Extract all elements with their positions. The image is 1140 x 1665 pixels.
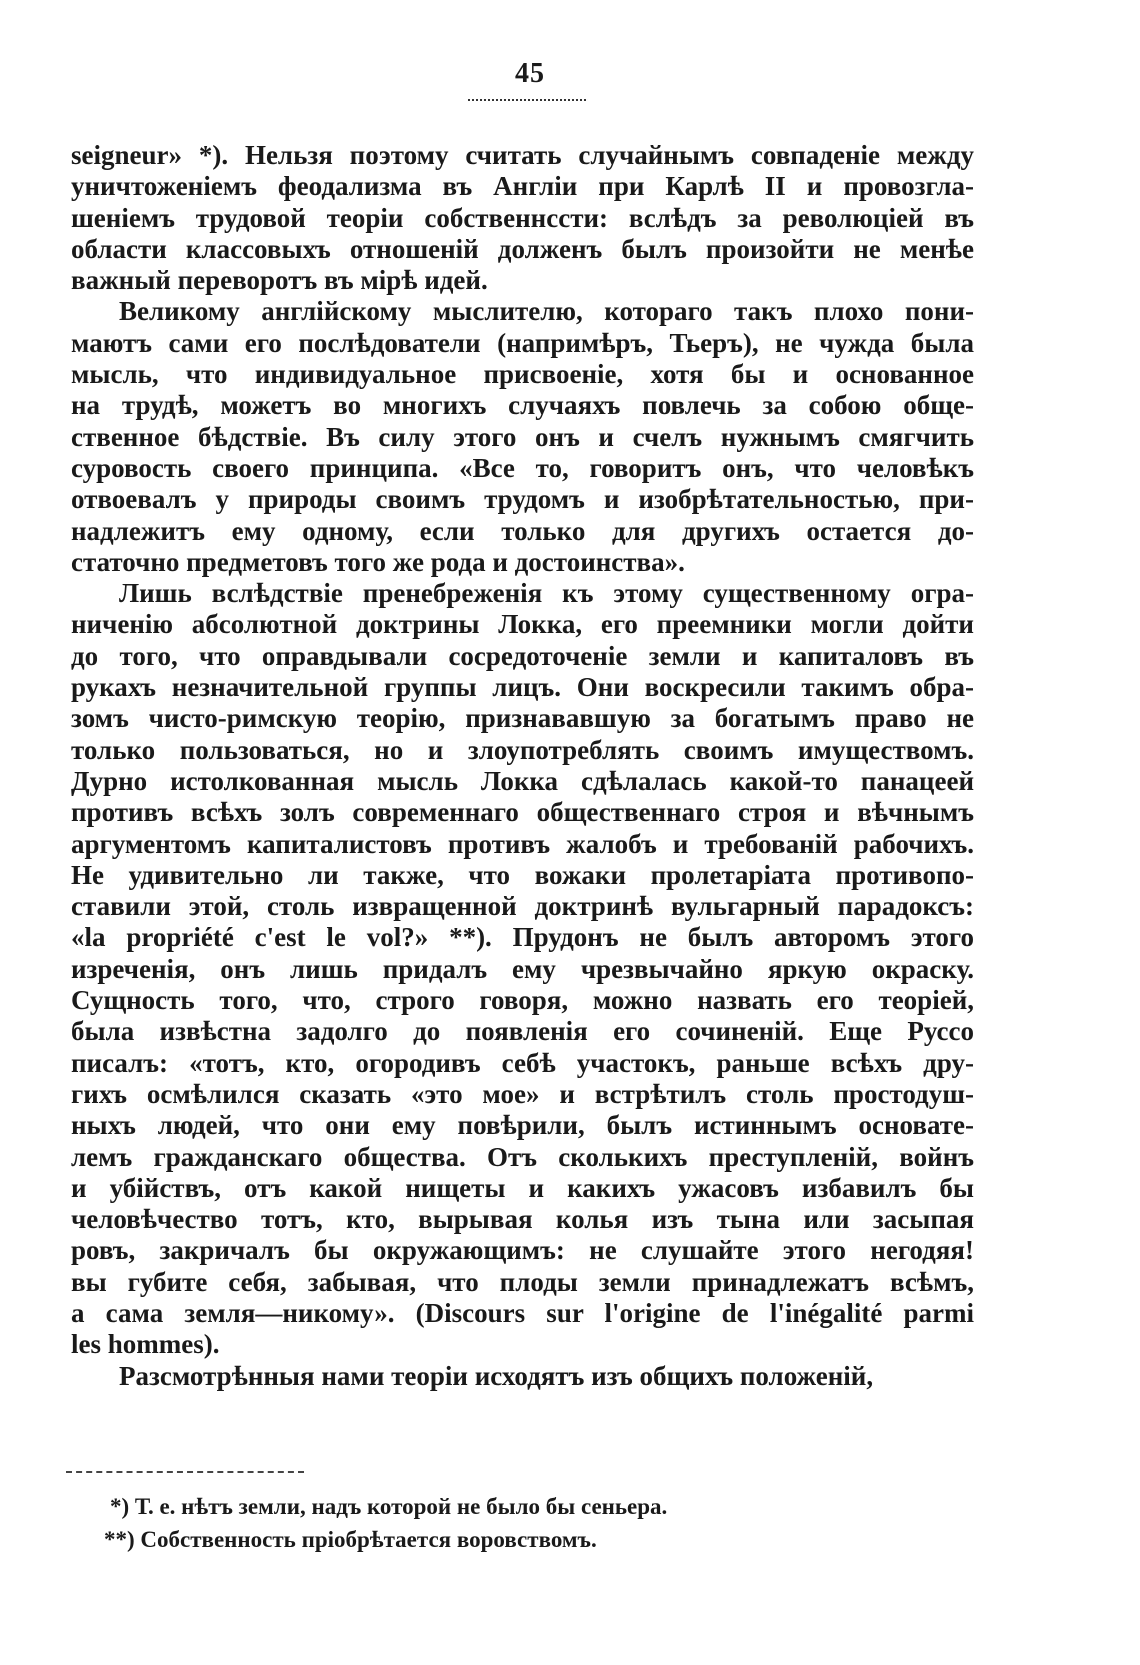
- text-line: вы губите себя, забывая, что плоды земли принадлежатъ всѣмъ,: [71, 1266, 974, 1297]
- footnote-1: *) Т. е. нѣтъ земли, надъ которой не было бы сеньера.: [110, 1494, 668, 1519]
- text-line: уничтоженіемъ феодализма въ Англіи при Карлѣ II и провозгла-: [71, 171, 974, 202]
- text-line: человѣчество тотъ, кто, вырывая колья изъ тына или засыпая: [71, 1204, 974, 1235]
- text-line: важный переворотъ въ мірѣ идей.: [71, 265, 488, 296]
- text-line: до того, что оправдывали сосредоточеніе земли и капиталовъ въ: [71, 640, 974, 671]
- footnote-2: **) Собственность пріобрѣтается воровствомъ.: [104, 1527, 597, 1552]
- text-line: изреченія, онъ лишь придалъ ему чрезвычайно яркую окраску.: [71, 953, 974, 984]
- page-number: 45: [515, 58, 545, 89]
- text-line: рукахъ незначительной группы лицъ. Они воскресили такимъ обра-: [71, 672, 974, 703]
- paragraph: [71, 296, 974, 578]
- text-line: писалъ: «тотъ, кто, огородивъ себѣ участокъ, раньше всѣхъ дру-: [71, 1047, 974, 1078]
- text-line: гихъ осмѣлился сказать «это мое» и встрѣтилъ столь простодуш-: [71, 1078, 974, 1109]
- text-line: ственное бѣдствіе. Въ силу этого онъ и счелъ нужнымъ смягчить: [71, 421, 974, 452]
- text-line: шеніемъ трудовой теоріи собственнсcти: вслѣдъ за революціей въ: [71, 202, 974, 233]
- text-line: на трудѣ, можетъ во многихъ случаяхъ повлечь за собою обще-: [71, 390, 974, 421]
- text-line: была извѣстна задолго до появленія его сочиненій. Еще Руссо: [71, 1016, 974, 1047]
- text-line: «la propriété c'est le vol?» **). Прудонъ не былъ авторомъ этого: [71, 922, 974, 953]
- text-line: маютъ сами его послѣдователи (напримѣръ, Тьеръ), не чужда была: [71, 327, 974, 358]
- text-line: Сущность того, что, строго говоря, можно назвать его теоріей,: [71, 985, 974, 1016]
- text-line: аргументомъ капиталистовъ противъ жалобъ и требованій рабочихъ.: [71, 828, 974, 859]
- text-line: Не удивительно ли также, что вожаки пролетаріата противопо-: [71, 859, 974, 890]
- text-line: лемъ гражданскаго общества. Отъ сколькихъ преступленій, войнъ: [71, 1141, 974, 1172]
- main-text: [71, 140, 974, 1392]
- paragraph: [71, 1361, 974, 1392]
- text-line: противъ всѣхъ золъ современнаго общественнаго строя и вѣчнымъ: [71, 797, 974, 828]
- text-line: Разсмотрѣнныя нами теоріи исходятъ изъ общихъ положеній,: [119, 1360, 874, 1391]
- paragraph: [71, 578, 974, 1360]
- text-line: Великому англійскому мыслителю, котораго такъ плохо пони-: [119, 296, 974, 327]
- text-line: только пользоваться, но и злоупотреблять своимъ имуществомъ.: [71, 734, 974, 765]
- text-line: ныхъ людей, что они ему повѣрили, былъ истиннымъ основате-: [71, 1110, 974, 1141]
- text-line: а сама земля—никому». (Discours sur l'origine de l'inégalité parmi: [71, 1297, 974, 1328]
- footnote-separator: [66, 1471, 304, 1473]
- text-line: статочно предметовъ того же рода и достоинства».: [71, 546, 685, 577]
- text-line: мысль, что индивидуальное присвоеніе, хотя бы и основанное: [71, 359, 974, 390]
- text-line: отвоевалъ у природы своимъ трудомъ и изобрѣтательностью, при-: [71, 484, 974, 515]
- text-line: Дурно истолкованная мысль Локка сдѣлалась какой-то панацеей: [71, 765, 974, 796]
- text-line: seigneur» *). Нельзя поэтому считать случайнымъ совпаденіе между: [71, 140, 974, 170]
- text-line: суровость своего принципа. «Все то, говоритъ онъ, что человѣкъ: [71, 452, 974, 483]
- text-line: надлежитъ ему одному, если только для другихъ остается до-: [71, 515, 974, 546]
- footnotes: [104, 1490, 870, 1556]
- text-line: Лишь вслѣдствіе пренебреженія къ этому существенному огра-: [119, 578, 974, 609]
- text-line: les hommes).: [71, 1329, 220, 1360]
- text-line: ставили этой, столь извращенной доктринѣ вульгарный парадоксъ:: [71, 891, 974, 922]
- text-line: и убійствъ, отъ какой нищеты и какихъ ужасовъ избавилъ бы: [71, 1172, 974, 1203]
- text-line: зомъ чисто-римскую теорію, признававшую за богатымъ право не: [71, 703, 974, 734]
- paragraph: [71, 140, 974, 296]
- text-line: ниченію абсолютной доктрины Локка, его преемники могли дойти: [71, 609, 974, 640]
- text-line: области классовыхъ отношеній долженъ былъ произойти не менѣе: [71, 233, 974, 264]
- page-number-rule: [468, 99, 586, 101]
- text-line: ровъ, закричалъ бы окружающимъ: не слушайте этого негодяя!: [71, 1235, 974, 1266]
